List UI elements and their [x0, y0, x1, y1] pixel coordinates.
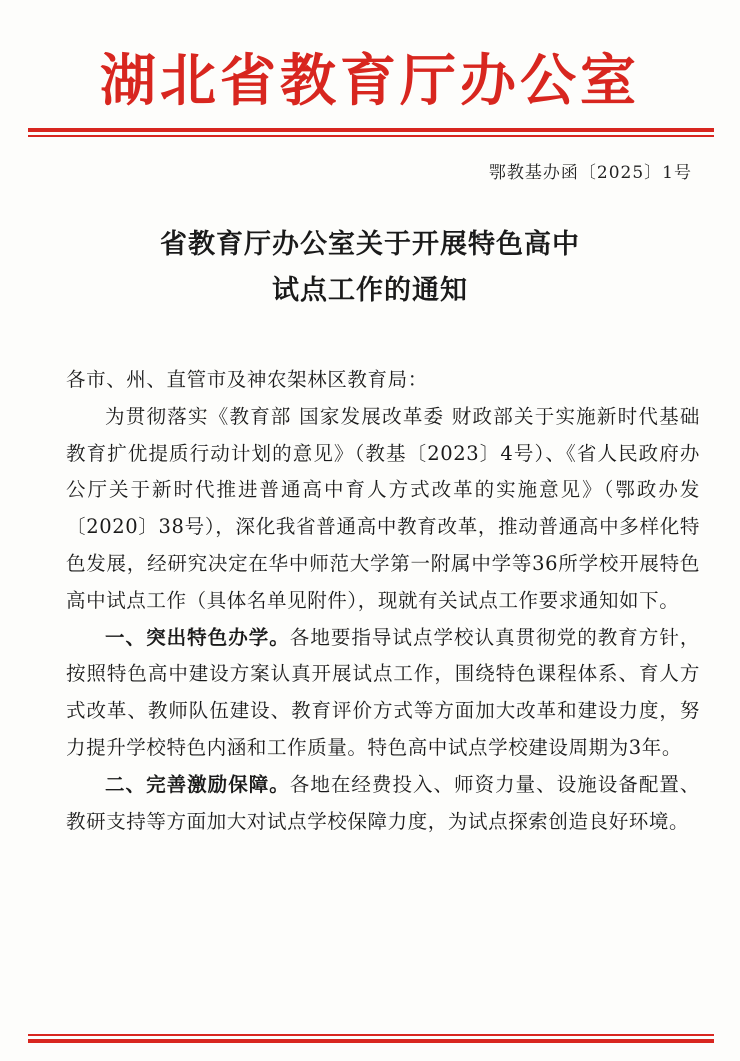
document-title-line2: 试点工作的通知 — [272, 275, 468, 306]
section-1-heading: 一、突出特色办学。 — [105, 625, 290, 649]
document-title-line1: 省教育厅办公室关于开展特色高中 — [160, 229, 580, 260]
section-2-paragraph — [66, 767, 700, 841]
document-title — [0, 222, 740, 314]
document-number: 鄂教基办函〔2025〕1号 — [488, 163, 692, 183]
section-2-body: 各地在经费投入、师资力量、设施设备配置、教研支持等方面加大对试点学校保障力度，为试点探索创造良好环境。 — [66, 772, 700, 833]
footer-red-rule-thick — [28, 1039, 714, 1043]
document-body — [66, 362, 700, 840]
section-2-heading: 二、完善激励保障。 — [105, 772, 290, 796]
org-header-title: 湖北省教育厅办公室 — [100, 48, 640, 114]
footer-red-rule-thin — [28, 1034, 714, 1036]
salutation: 各市、州、直管市及神农架林区教育局： — [66, 368, 428, 391]
section-1-body: 各地要指导试点学校认真贯彻党的教育方针，按照特色高中建设方案认真开展试点工作，围绕特色课程体系、育人方式改革、教师队伍建设、教育评价方式等方面加大改革和建设力度，努力提升学校特色内涵和工作质量。特色高中试点学校建设周期为3年。 — [66, 625, 700, 759]
section-1-paragraph — [66, 620, 700, 767]
intro-paragraph: 为贯彻落实《教育部 国家发展改革委 财政部关于实施新时代基础教育扩优提质行动计划的意见》（教基〔2023〕4号）、《省人民政府办公厅关于新时代推进普通高中育人方式改革的实施意见》（鄂政办发〔2020〕38号），深化我省普通高中教育改革，推动普通高中多样化特色发展，经研究决定在华中师范大学第一附属中学等36所学校开展特色高中试点工作（具体名单见附件），现就有关试点工作要求通知如下。 — [66, 404, 700, 612]
header-red-rule-thin — [28, 135, 714, 137]
header-red-rule-thick — [28, 128, 714, 132]
